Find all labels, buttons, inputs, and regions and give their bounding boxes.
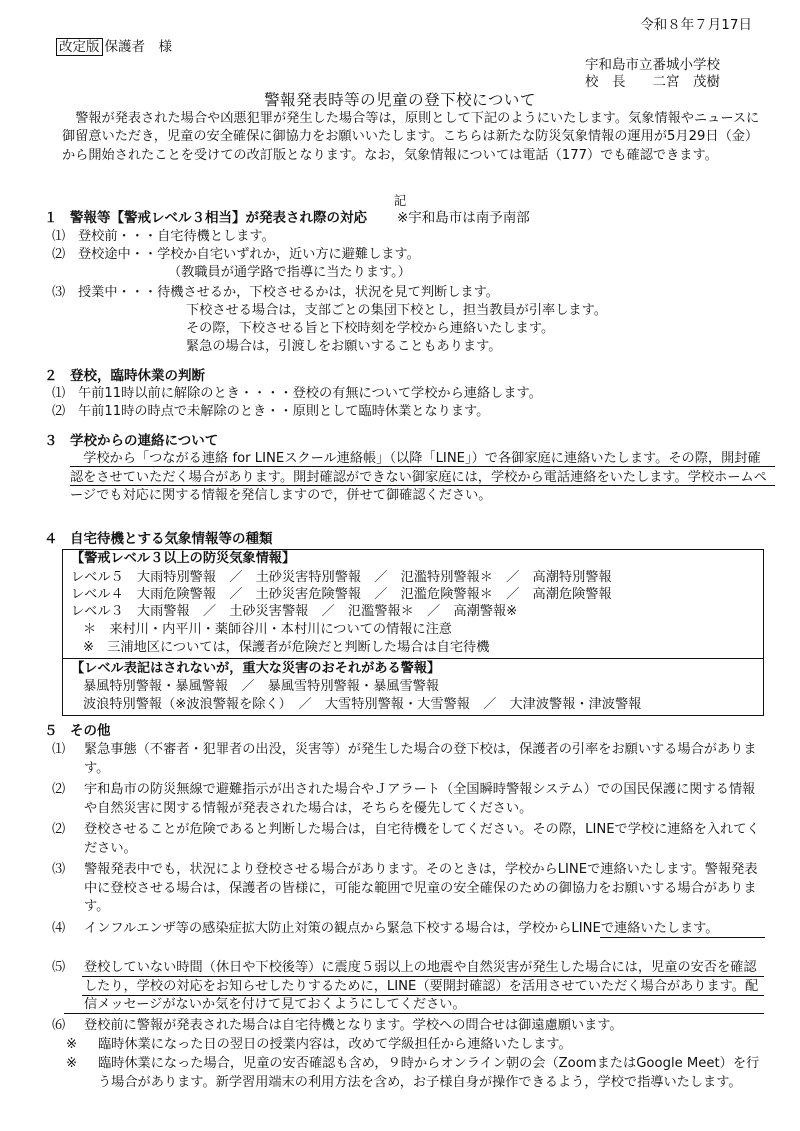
list-item: ⑴ 緊急事態（不審者・犯罪者の出没，災害等）が発生した場合の登下校は，保護者の引率をお願いする場合があります。 xyxy=(52,742,757,776)
level-4-row: レベル４ 大雨危険警報 ／ 土砂災害危険警報 ／ 氾濫危険警報＊ ／ 高潮危険警報 xyxy=(71,587,612,602)
list-item-continuation: その際，下校させる旨と下校時刻を学校から連絡いたします。 xyxy=(186,321,555,336)
level-5-row: レベル５ 大雨特別警報 ／ 土砂災害特別警報 ／ 氾濫特別警報＊ ／ 高潮特別警報 xyxy=(71,570,612,585)
underline-rule xyxy=(82,995,764,996)
section-title: 警報等【警戒レベル３相当】が発表され際の対応 xyxy=(70,210,367,226)
miura-note: ※ 三浦地区については，保護者が危険だと判断した場合は自宅待機 xyxy=(83,640,490,655)
document-title: 警報発表時等の児童の登下校について xyxy=(264,91,536,109)
list-item-continuation: 下校させる場合は，支部ごとの集団下校とし，担当教員が引率します。 xyxy=(186,303,607,318)
school-name: 宇和島市立番城小学校 xyxy=(585,57,720,73)
section-1-heading xyxy=(44,209,530,227)
list-item: ⑴ 午前11時以前に解除のとき・・・・登校の有無について学校から連絡します。 xyxy=(52,386,542,401)
list-item-continuation: 緊急の場合は，引渡しをお願いすることもあります。 xyxy=(186,339,502,354)
river-note: ＊ 来村川・内平川・薬師谷川・本村川についての情報に注意 xyxy=(83,622,452,637)
list-item: ⑹ 登校前に警報が発表された場合は自宅待機となります。学校への問合せは御遠慮願います。 xyxy=(52,1018,623,1033)
level-3-row: レベル３ 大雨警報 ／ 土砂災害警報 ／ 氾濫警報＊ ／ 高潮警報※ xyxy=(71,604,518,619)
underline-rule xyxy=(64,1013,764,1014)
line-notice-paragraph: 学校から「つながる連絡 for LINEスクール連絡帳」（以降「LINE」）で各御家庭に連絡いたします。その際，開封確認をさせていただく場合があります。開封確認ができない御家庭には，学校から電話連絡をいたします。学校ホームページでも対応に関する情報を発信しますので，併せて御確認ください。 xyxy=(70,451,767,503)
warning-types-box xyxy=(62,549,764,716)
intro-paragraph: 警報が発表された場合や凶悪犯罪が発生した場合等は，原則として下記のようにいたします。気象情報やニュースに御留意いただき，児童の安全確保に御協力をお願いいたします。こちらは新たな防災気象情報の運用が5月29日（金）から開始されたことを受けての改訂版となります。なお，気象情報については電話（177）でも確認できます。 xyxy=(62,111,760,163)
box-divider xyxy=(63,658,763,659)
warning-row: 暴風特別警報・暴風警報 ／ 暴風雪特別警報・暴風雪警報 xyxy=(83,679,440,694)
list-item: ⑵ 午前11時の時点で未解除のとき・・原則として臨時休業となります。 xyxy=(52,404,490,419)
section-number: １ xyxy=(44,210,58,226)
list-item: ⑶ 授業中・・・待機させるか，下校させるかは，状況を見て判断します。 xyxy=(52,285,499,300)
note-item: ※ 臨時休業になった場合，児童の安否確認も含め，９時からオンライン朝の会（ZoomまたはGoogle Meet）を行う場合があります。新学習用端末の利用方法を含め，お子様自身が操作できるよう，学校で指導いたします。 xyxy=(66,1056,760,1090)
section-2-heading: ２ 登校，臨時休業の判断 xyxy=(44,368,205,384)
issue-date: 令和８年７月17日 xyxy=(640,17,752,33)
list-item: ⑴ 登校前・・・自宅待機とします。 xyxy=(52,229,275,244)
region-note: ※宇和島市は南予南部 xyxy=(397,210,530,226)
addressee xyxy=(56,38,172,56)
section-4-heading: ４ 自宅待機とする気象情報等の種類 xyxy=(44,531,273,547)
list-item-continuation: （教職員が通学路で指導に当たります。） xyxy=(168,265,411,280)
underline-rule xyxy=(82,976,764,977)
box-heading: 【レベル表記はされないが，重大な災害のおそれがある警報】 xyxy=(71,661,441,676)
list-item: ⑵ 登校させることが危険であると判断した場合は，自宅待機をしてください。その際，LINEで学校に連絡を入れてください。 xyxy=(52,822,760,856)
note-item: ※ 臨時休業になった日の翌日の授業内容は，改めて学級担任から連絡いたします。 xyxy=(66,1037,572,1052)
underline-rule xyxy=(70,485,775,486)
list-item: ⑶ 警報発表中でも，状況により登校させる場合があります。そのときは，学校からLINEで連絡いたします。警報発表中に登校させる場合は，保護者の皆様に，可能な範囲で児童の安全確保のための御協力をお願いする場合があります。 xyxy=(52,862,758,914)
underline-rule xyxy=(600,937,765,938)
warning-row: 波浪特別警報（※波浪警報を除く） ／ 大雪特別警報・大雪警報 ／ 大津波警報・津波警報 xyxy=(83,697,642,712)
principal-name: 校 長 二宮 茂樹 xyxy=(585,74,720,90)
list-item: ⑷ インフルエンザ等の感染症拡大防止対策の観点から緊急下校する場合は，学校からLINEで連絡いたします。 xyxy=(52,921,719,936)
box-heading: 【警戒レベル３以上の防災気象情報】 xyxy=(71,551,296,566)
list-item: ⑸ 登校していない時間（休日や下校後等）に震度５弱以上の地震や自然災害が発生した場合には，児童の安否を確認したり，学校の対応をお知らせしたりするために，LINE（要開封確認）を活用させていただく場合があります。配信メッセージがないか気を付けて見ておくようにしてください。 xyxy=(52,960,759,1012)
list-item: ⑵ 登校途中・・学校か自宅いずれか，近い方に避難します。 xyxy=(52,247,420,262)
addressee-text: 保護者 様 xyxy=(104,39,172,55)
revised-badge: 改定版 xyxy=(56,38,103,56)
list-item: ⑵ 宇和島市の防災無線で避難指示が出された場合やＪアラート（全国瞬時警報システム）での国民保護に関する情報や自然災害に関する情報が発表された場合は，そちらを優先してください。 xyxy=(52,782,756,816)
section-5-heading: ５ その他 xyxy=(44,723,111,739)
underline-rule xyxy=(70,466,775,467)
section-3-heading: ３ 学校からの連絡について xyxy=(44,433,219,449)
ki-marker: 記 xyxy=(393,193,407,208)
